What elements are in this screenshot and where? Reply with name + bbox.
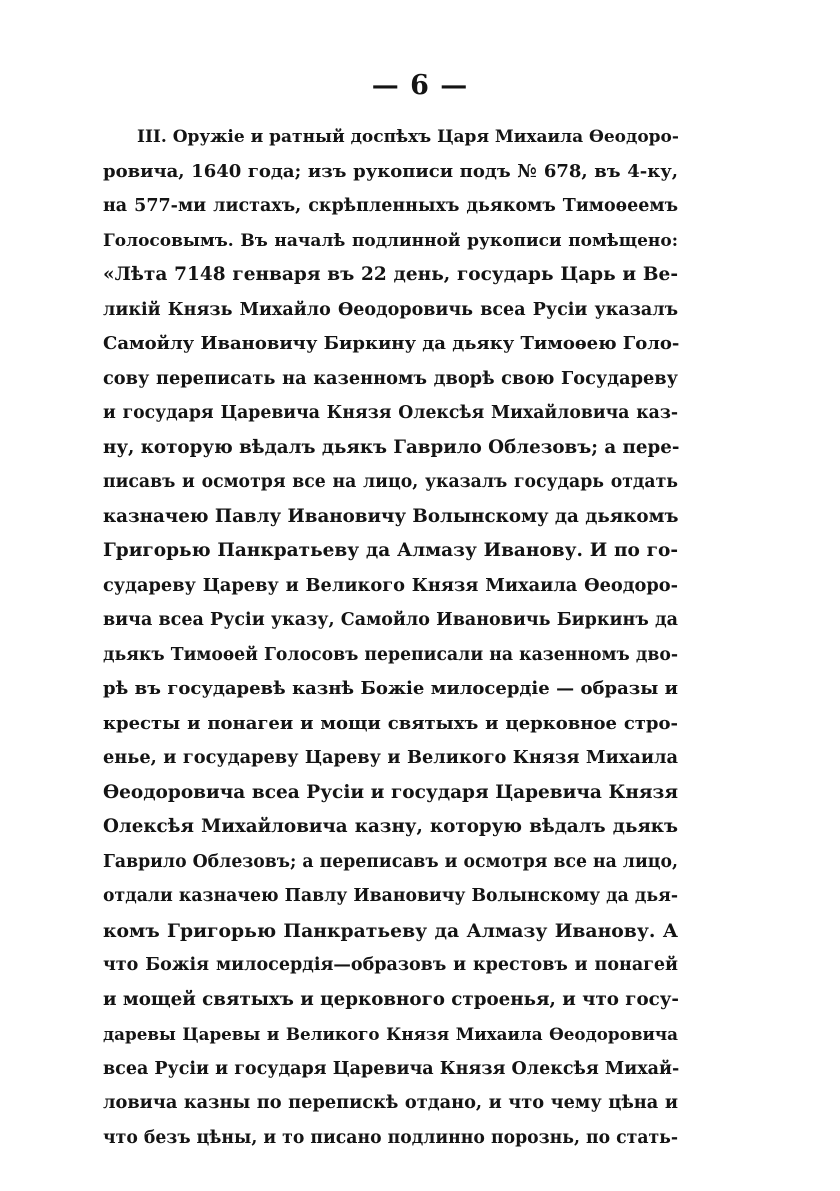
text-line: Голосовымъ. Въ началѣ подлинной рукописи помѣщено:	[103, 230, 678, 251]
text-line: что безъ цѣны, и то писано подлинно порознь, по стать-	[103, 1127, 679, 1148]
text-line: ровича, 1640 года; изъ рукописи подъ № 678, въ 4-ку,	[103, 160, 678, 182]
text-line: на 577-ми листахъ, скрѣпленныхъ дьякомъ Тимоѳеемъ	[103, 196, 678, 216]
text-line: III. Оружіе и ратный доспѣхъ Царя Михаила Ѳеодоро-	[137, 127, 679, 147]
text-line: Гаврило Облезовъ; а переписавъ и осмотря все на лицо,	[103, 851, 678, 872]
text-line: всеа Русіи и государя Царевича Князя Олексѣя Михай-	[103, 1058, 680, 1079]
text-line: ловича казны по перепискѣ отдано, и что чему цѣна и	[103, 1092, 678, 1113]
text-line: вича всеа Русіи указу, Самойло Ивановичь Биркинъ да	[103, 610, 678, 630]
body-text	[103, 120, 678, 1155]
text-line: «Лѣта 7148 генваря въ 22 день, государь Царь и Ве-	[103, 264, 678, 285]
page-number: — 6 —	[371, 70, 469, 101]
text-line: судареву Цареву и Великого Князя Михаила Ѳеодоро-	[103, 574, 678, 596]
text-line: енье, и государеву Цареву и Великого Князя Михаила	[103, 747, 678, 768]
text-line: ликій Князь Михайло Ѳеодоровичь всеа Русіи указалъ	[103, 299, 678, 320]
text-line: сову переписать на казенномъ дворѣ свою Государеву	[103, 367, 678, 389]
text-line: Самойлу Ивановичу Биркину да дьяку Тимоѳею Голо-	[103, 333, 680, 354]
text-line: и мощей святыхъ и церковного строенья, и что госу-	[103, 988, 679, 1010]
text-line: что Божія милосердія—образовъ и крестовъ и понагей	[103, 955, 678, 975]
text-line: рѣ въ государевѣ казнѣ Божіе милосердіе — образы и	[103, 678, 678, 699]
text-line: писавъ и осмотря все на лицо, указалъ государь отдать	[103, 472, 678, 492]
text-line: Ѳеодоровича всеа Русіи и государя Царевича Князя	[103, 781, 678, 803]
text-line: комъ Григорью Панкратьеву да Алмазу Иванову. А	[103, 919, 678, 942]
text-line: кресты и понагеи и мощи святыхъ и церковное стро-	[103, 712, 678, 734]
text-line: отдали казначею Павлу Ивановичу Волынскому да дья-	[103, 886, 678, 906]
text-line: казначею Павлу Ивановичу Волынскому да дьякомъ	[103, 505, 679, 527]
text-line: даревы Царевы и Великого Князя Михаила Ѳеодоровича	[103, 1024, 678, 1044]
text-line: дьякъ Тимоѳей Голосовъ переписали на казенномъ дво-	[103, 644, 678, 665]
text-line: и государя Царевича Князя Олексѣя Михайловича каз-	[103, 403, 678, 423]
text-line: Олексѣя Михайловича казну, которую вѣдалъ дьякъ	[103, 816, 678, 837]
text-line: Григорью Панкратьеву да Алмазу Иванову. И по го-	[103, 540, 678, 561]
text-line: ну, которую вѣдалъ дьякъ Гаврило Облезовъ; а пере-	[103, 436, 680, 458]
